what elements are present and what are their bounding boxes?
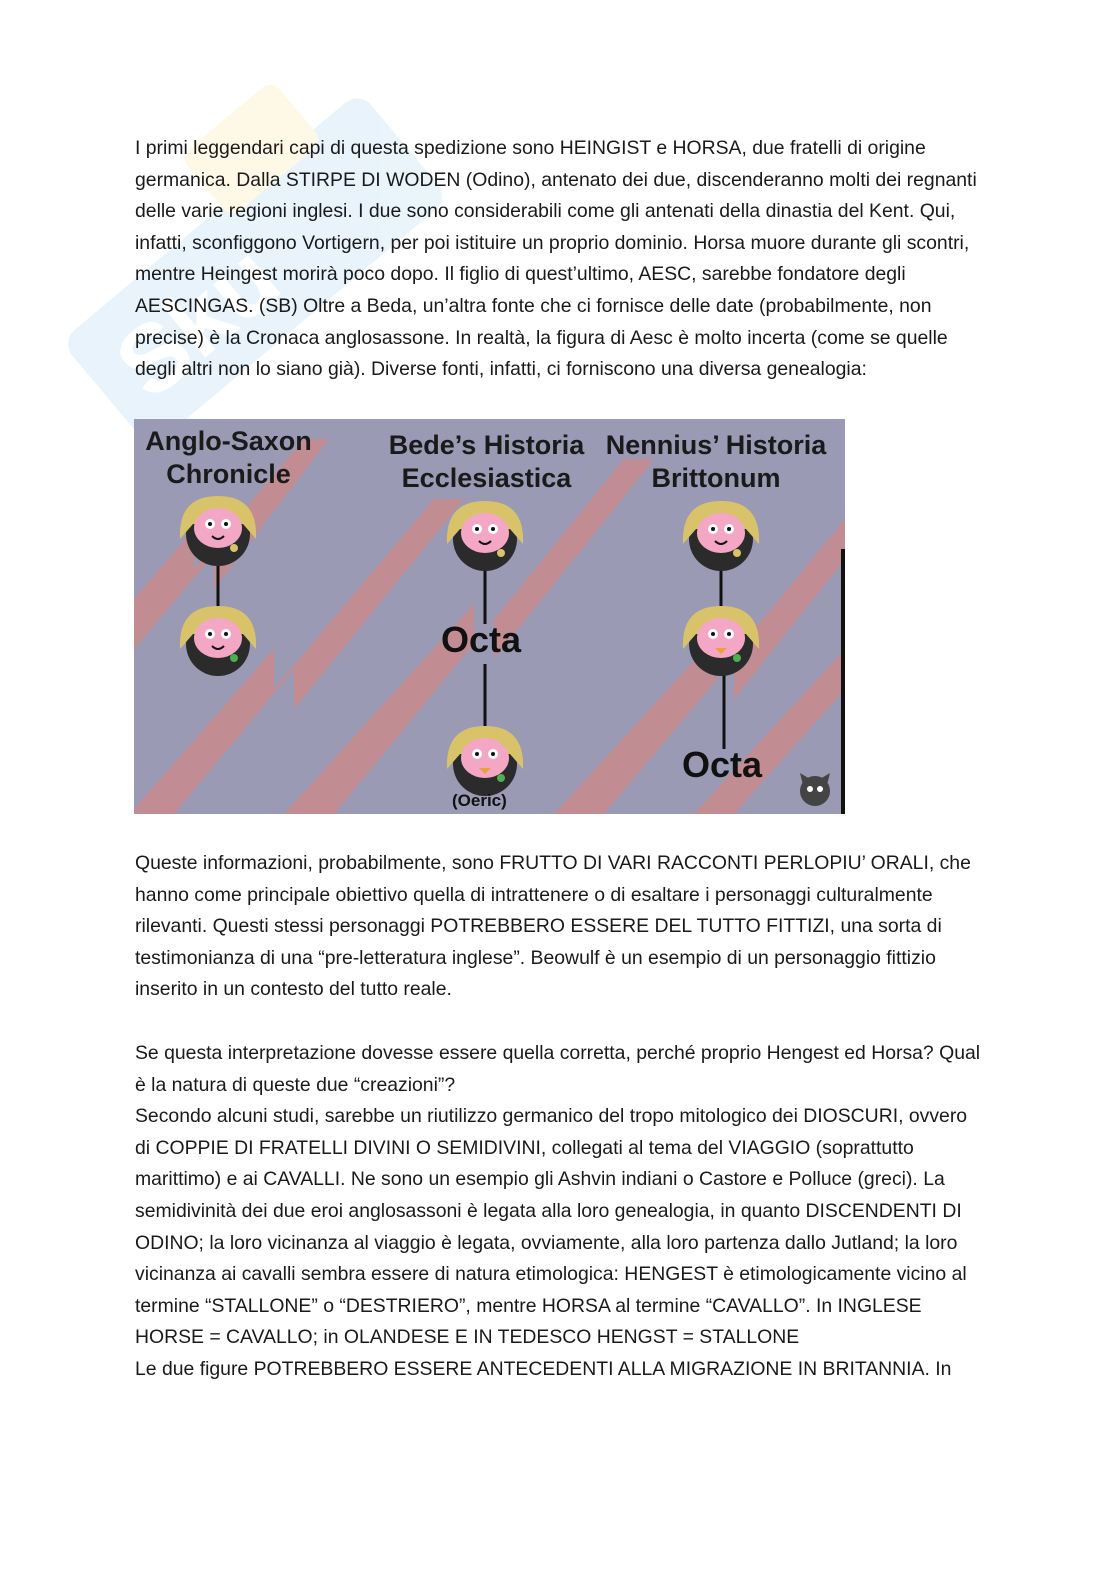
label-octa-bede: Octa	[441, 619, 522, 660]
genealogy-figure	[134, 419, 845, 814]
svg-text:Sku: Sku	[95, 223, 300, 419]
column-title-bedes-historia: Bede’s Historia Ecclesiastica	[388, 430, 585, 493]
paragraph-intro: I primi leggendari capi di questa spedizione sono HEINGIST e HORSA, due fratelli di origine germanica. Dalla STIRPE DI WODEN (Odino), antenato dei due, discenderanno molti dei regnanti delle varie regioni inglesi. I due sono considerabili come gli antenati della dinastia del Kent. Qui, infatti, sconfiggono Vortigern, per poi istituire un proprio dominio. Horsa muore durante gli scontri, mentre Heingest morirà poco dopo. Il figlio di quest’ultimo, AESC, sarebbe fondatore degli AESCINGAS. (SB) Oltre a Beda, un’altra fonte che ci fornisce delle date (probabilmente, non precise) è la Cronaca anglosassone. In realtà, la figura di Aesc è molto incerta (come se quelle degli altri non lo siano già). Diverse fonti, infatti, ci forniscono una diversa genealogia:	[135, 137, 977, 381]
label-octa-nennius: Octa	[682, 744, 763, 785]
column-title-anglo-saxon-chronicle: Anglo-Saxon Chronicle	[145, 426, 312, 489]
paragraph-line: Le due figure POTREBBERO ESSERE ANTECEDENTI ALLA MIGRAZIONE IN BRITANNIA. In	[135, 1357, 952, 1380]
paragraph-oral-tales: Queste informazioni, probabilmente, sono FRUTTO DI VARI RACCONTI PERLOPIU’ ORALI, che hanno come principale obiettivo quella di intrattenere o di esaltare i personaggi culturalmente rilevanti. Questi stessi personaggi POTREBBERO ESSERE DEL TUTTO FITTIZI, una sorta di testimonianza di una “pre-letteratura inglese”. Beowulf è un esempio di un personaggio fittizio inserito in un contesto del tutto reale.	[135, 852, 971, 1001]
emblem-icon	[800, 773, 830, 806]
paragraph-line: Se questa interpretazione dovesse essere quella corretta, perché proprio Hengest ed Horsa? Qual è la natura di queste due “creazioni”?	[135, 1042, 981, 1096]
column-title-nennius-historia: Nennius’ Historia Brittonum	[605, 430, 827, 493]
paragraph-dioscuri	[135, 1038, 985, 1386]
paragraph-line: Secondo alcuni studi, sarebbe un riutilizzo germanico del tropo mitologico dei DIOSCURI, ovvero di COPPIE DI FRATELLI DIVINI O SEMIDIVINI, collegati al tema del VIAGGIO (soprattutto marittimo) e ai CAVALLI. Ne sono un esempio gli Ashvin indiani o Castore e Polluce (greci). La semidivinità dei due eroi anglosassoni è legata alla loro genealogia, in quanto DISCENDENTI DI ODINO; la loro vicinanza al viaggio è legata, ovviamente, alla loro partenza dallo Jutland; la loro vicinanza ai cavalli sembra essere di natura etimologica: HENGEST è etimologicamente vicino al termine “STALLONE” o “DESTRIERO”, mentre HORSA al termine “CAVALLO”. In INGLESE HORSE = CAVALLO; in OLANDESE E IN TEDESCO HENGST = STALLONE	[135, 1105, 968, 1349]
label-oeric: (Oeric)	[452, 791, 507, 810]
